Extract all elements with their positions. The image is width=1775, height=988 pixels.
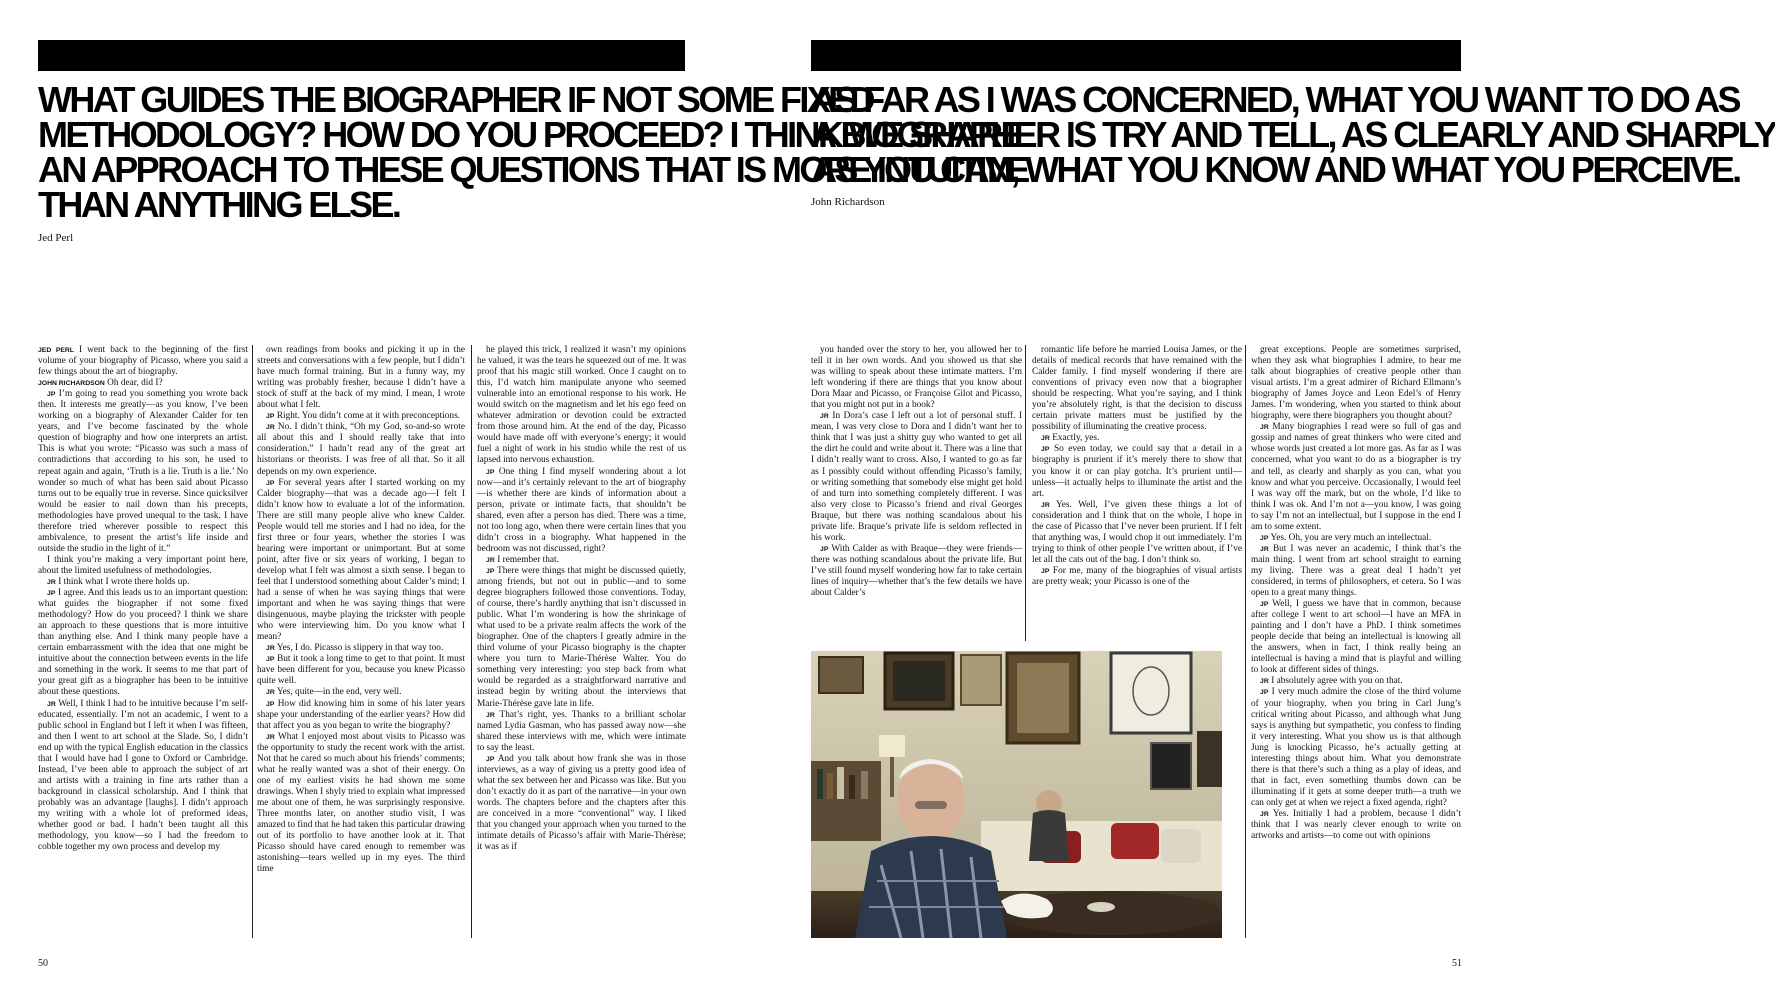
interview-paragraph [1032,566,1242,588]
paragraph-text: With Calder as with Braque—they were friends—there was nothing scandalous about the private life. But I’ve still found myself wondering how far to take certain lines of inquiry—whether that’s the few details we have about Calder’s [811,543,1022,599]
paragraph-text: Many biographies I read were so full of gas and gossip and names of great thinkers who were cited and whose words just created a lot more gas. As far as I was concerned, what you want to do as a biographer is try and tell, as clearly and sharply as you can, what you know and what you perceive. Occasionally, I would feel I was way off the mark, but on the whole, I’d like to think I was ok. And I’m not a—you know, I was going to say I’m not an intellectual, but I suppose in the end I am to some extent. [1251,422,1461,532]
paragraph-text: you handed over the story to her, you allowed her to tell it in her own words. And you showed us that she was willing to speak about these intimate matters. I’m left wondering if there are things that you know about Dora Maar and Picasso, or Françoise Gilot and Picasso, that you might not put in a book? [811,345,1022,411]
paragraph-text: In Dora’s case I left out a lot of personal stuff. I mean, I was very close to Dora and I didn’t want her to think that I was just a shitty guy who wanted to get all the dirt he could and write about it. There was a line that I didn’t really want to cross. Also, I wanted to go as far as I possibly could without offending Picasso’s family, or writing something that somebody else might get hold of and turn into something completely different. I was also very close to Picasso’s friend and rival Georges Braque, but there was nothing scandalous about his private life. Braque’s private life is seldom reflected in his work. [811,411,1022,543]
text-column [1251,345,1461,938]
interview-paragraph [38,588,248,698]
interview-paragraph [1251,544,1461,599]
column-rule [252,345,253,938]
interview-paragraph [1251,345,1461,422]
paragraph-text: Right. You didn’t come at it with preconceptions. [274,411,461,422]
interview-paragraph [38,699,248,854]
column-rule [1245,345,1246,938]
speaker-label: JR [820,413,829,421]
interview-paragraph [257,411,465,422]
interview-paragraph [1251,676,1461,687]
interview-paragraph [257,643,465,654]
speaker-label: JP [1041,567,1050,575]
paragraph-text: Well, I think I had to be intuitive because I’m self-educated, essentially. I’m not an academic, I went to a public school in England but I left it when I was fifteen, and then I went to art school at the Slade. So, I didn’t end up with the typical English education in the classics that I would have had I gone to Oxford or Cambridge. Instead, I’ve been able to approach the subject of art and artists with a training in fine arts rather than a background in classical scholarship. And I think that probably was an advantage [laughs]. I didn’t approach my writing with a whole lot of preformed ideas, whether good or bad. I hadn’t been taught all this methodology, you know—so I had the freedom to cobble together my own process and develop my [38,698,248,853]
paragraph-text: I agree. And this leads us to an important question: what guides the biographer if not some fixed methodology? How do you proceed? I think we share an approach to these questions that is more intuitive than anything else. And I think many people have a certain embarrassment with the idea that one might be intuitive about the connection between events in the life and something in the work. It seems to me that part of your great gift as a biographer has been to be intuitive about these questions. [38,588,248,698]
column-rule [1025,345,1026,641]
speaker-label: JP [47,391,56,399]
speaker-label: JR [47,700,56,708]
speaker-label: JP [486,567,495,575]
paragraph-text: Yes, I do. Picasso is slippery in that way too. [274,643,444,654]
speaker-label: JP [266,656,275,664]
speaker-label: JR [1260,678,1269,686]
text-column [811,345,1022,641]
speaker-label: JP [1041,446,1050,454]
speaker-label: JR [1041,435,1050,443]
pull-quote-line: METHODOLOGY? HOW DO YOU PROCEED? I THINK WE SHARE [38,114,1022,155]
pull-quote-byline: John Richardson [811,196,885,208]
interview-paragraph [811,544,1022,599]
interview-paragraph [257,699,465,732]
paragraph-text: There were things that might be discussed quietly, among friends, but not out in public—and to some degree biographers followed those conventions. Today, of course, there’s hardly anything that isn’t discussed in public. What I’m wondering is how the shrinkage of what used to be a private realm affects the work of the biographer. One of the chapters I greatly admire in the third volume of your Picasso biography is the chapter where you turn to Marie-Thérèse Walter. You do something very interesting: you step back from what would be regarded as a straightforward narrative and instead begin by writing about the interviews that Marie-Thérèse gave late in life. [477,565,686,709]
interview-paragraph [1032,500,1242,566]
speaker-label: JR [486,711,495,719]
paragraph-text: Yes. Oh, you are very much an intellectual. [1268,532,1432,543]
speaker-label: JED PERL [38,347,74,354]
speaker-label: JP [1260,601,1269,609]
speaker-label: JP [47,590,56,598]
pull-quote-byline: Jed Perl [38,232,74,244]
speaker-label: JP [486,468,495,476]
interview-paragraph [1251,422,1461,532]
paragraph-text: Yes, quite—in the end, very well. [274,687,402,698]
paragraph-text: Well, I guess we have that in common, because after college I went to art school—I have an MFA in painting and I don’t have a PhD. I think sometimes people decide that being an intellectual is knowing all the answers, when in fact, I think really being an intellectual is having a mind that is playful and willing to look at different sides of things. [1251,599,1461,676]
speaker-label: JOHN RICHARDSON [38,380,105,388]
paragraph-text: own readings from books and picking it up in the streets and conversations with a few people, but I didn’t have much formal training. But in a funny way, my writing was probably fresher, because I didn’t have a stock of stuff at the back of my mind. I mean, I wrote about what I felt. [257,345,465,411]
speaker-label: JR [47,578,56,586]
text-column [257,345,465,938]
interview-paragraph [1251,599,1461,676]
interview-photo [811,651,1222,938]
interview-paragraph [1251,687,1461,809]
interview-paragraph [257,654,465,687]
interview-paragraph [257,478,465,644]
paragraph-text: I very much admire the close of the third volume of your biography, when you bring in Carl Jung’s critical writing about Picasso, and although what Jung says is anything but sympathetic, you confess to finding it very interesting. What you show us is that although Jung is knocking Picasso, he’s actually getting at interesting things about him. What you demonstrate there is that there’s such a thing as a play of ideas, and that in fact, even something thumbs down can be illuminating if it gets at some deeper truth—a truth we can only get at when we reject a fixed agenda, right? [1251,687,1461,808]
header-bar [811,40,1461,71]
interview-photo-illustration [811,651,1222,938]
pull-quote-line: THAN ANYTHING ELSE. [38,184,400,225]
paragraph-text: But I was never an academic, I think that’s the main thing. I went from art school straight to earning my living. There was a great deal I hadn’t yet considered, in terms of philosophers, et cetera. So I was open to a great many things. [1251,543,1461,599]
interview-paragraph [477,555,686,566]
interview-paragraph [38,389,248,555]
interview-paragraph [38,378,248,389]
speaker-label: JR [266,424,275,432]
interview-paragraph [38,555,248,577]
interview-paragraph [1032,433,1242,444]
interview-paragraph [38,345,248,378]
paragraph-text: One thing I find myself wondering about a lot now—and it’s certainly relevant to the art of biography—is whether there are kinds of information about a person, private or intimate facts, that shouldn’t be shared, even after a person has died. There was a time, not too long ago, when there were certain lines that you didn’t cross in a biography. What happened in the bedroom was not discussed, right? [477,466,686,554]
paragraph-text: great exceptions. People are sometimes surprised, when they ask what biographies I admire, to hear me talk about biographies of creative people other than visual artists. I’m a great admirer of Richard Ellmann’s biography of James Joyce and Leon Edel’s of Henry James. I’m wondering, when you started to think about biography, were there biographers you thought about? [1251,345,1461,422]
interview-paragraph [1032,345,1242,433]
paragraph-text: he played this trick, I realized it wasn’t my opinions he valued, it was the tears he squeezed out of me. It was proof that his magic still worked. Once I caught on to this, I’d watch him manipulate anyone who seemed vulnerable into an emotional response to his work. He would switch on the magnetism and let his ego feed on whatever admiration or devotion could be extracted from those around him. At the end of the day, Picasso would have made off with everyone’s energy; it would fuel a night of work in his studio while the rest of us lapsed into nervous exhaustion. [477,345,686,466]
page-number: 50 [38,958,48,969]
interview-paragraph [477,754,686,853]
paragraph-text: No. I didn’t think, “Oh my God, so-and-so wrote all about this and I should really take that into consideration.” I hadn’t read any of the great art historians or theorists. I was free of all that. So it all depends on my own experience. [257,422,465,477]
interview-paragraph [257,422,465,477]
speaker-label: JP [266,479,275,487]
speaker-label: JR [486,556,495,564]
pull-quote-line: AS YOU CAN, WHAT YOU KNOW AND WHAT YOU PERCEIVE. [811,149,1740,190]
interview-paragraph [811,345,1022,411]
speaker-label: JR [1260,810,1269,818]
interview-paragraph [477,345,686,467]
paragraph-text: I absolutely agree with you on that. [1268,676,1403,687]
pull-quote-line: AN APPROACH TO THESE QUESTIONS THAT IS MORE INTUITIVE [38,149,1028,190]
paragraph-text: Yes. Well, I’ve given these things a lot of consideration and I think that on the whole, I hope in the case of Picasso that I’ve never been prurient. If I felt that anything was, I would chop it out immediately. I’m trying to think of other people I’ve written about, if I’ve let all the cats out of the bag. I don’t think so. [1032,499,1242,565]
paragraph-text: I think what I wrote there holds up. [55,576,190,587]
pull-quote [811,79,1775,190]
column-rule [471,345,472,938]
interview-paragraph [477,467,686,555]
speaker-label: JR [266,733,275,741]
paragraph-text: What I enjoyed most about visits to Picasso was the opportunity to study the recent work with the artist. Not that he cared so much about his friends’ comments; what he really wanted was a shot of their energy. On one of my earliest visits he had shown me some drawings. When I shyly tried to explain what impressed me about one of them, he was surprisingly responsive. Three months later, on another studio visit, I was amazed to find that he had taken this particular drawing out of its portfolio to have another look at it. That Picasso should have cared enough to remember was astonishing—tears welled up in my eyes. The third time [257,731,465,875]
speaker-label: JR [1260,545,1269,553]
interview-paragraph [38,577,248,588]
interview-paragraph [477,710,686,754]
pull-quote-line: A BIOGRAPHER IS TRY AND TELL, AS CLEARLY AND SHARPLY [811,114,1775,155]
paragraph-text: But it took a long time to get to that point. It must have been different for you, because you knew Picasso quite well. [257,654,465,687]
text-column [38,345,248,938]
right-page [749,0,1775,988]
paragraph-text: And you talk about how frank she was in those interviews, as a way of giving us a pretty good idea of what the sex between her and Picasso was like. But you don’t exactly do it as part of the narrative—in your own words. The chapters before and the chapters after this are conceived in a more “conventional” way. I liked that you changed your approach when you turned to the intimate details of Picasso’s affair with Marie-Thérèse; it was as if [477,753,686,853]
interview-paragraph [1251,533,1461,544]
paragraph-text: How did knowing him in some of his later years shape your understanding of the earlier years? How did that affect you as you began to write the biography? [257,698,465,731]
interview-paragraph [1032,444,1242,499]
paragraph-text: romantic life before he married Louisa James, or the details of medical records that have remained with the Calder family. I find myself wondering if there are conventions of privacy even now that a biographer should be respecting. What you’re saying, and I think you’re absolutely right, is that the decision to discuss certain private matters must be justified by the possibility of illuminating the creative process. [1032,345,1242,433]
speaker-label: JP [266,700,275,708]
speaker-label: JR [1260,424,1269,432]
speaker-label: JP [1260,534,1269,542]
interview-paragraph [257,687,465,698]
page-number: 51 [1452,958,1462,969]
interview-paragraph [1251,809,1461,842]
header-bar [38,40,685,71]
text-column [1032,345,1242,641]
pull-quote-line: WHAT GUIDES THE BIOGRAPHER IF NOT SOME FIXED [38,79,873,120]
paragraph-text: I went back to the beginning of the first volume of your biography of Picasso, where you said a few things about the art of biography. [38,345,248,378]
speaker-label: JP [820,545,829,553]
speaker-label: JP [1260,689,1269,697]
paragraph-text: That’s right, yes. Thanks to a brilliant scholar named Lydia Gasman, who has passed away now—she shared these interviews with me, which were intimate to say the least. [477,709,686,753]
speaker-label: JR [266,689,275,697]
paragraph-text: I think you’re making a very important point here, about the limited usefulness of methodologies. [38,554,248,576]
speaker-label: JP [266,413,275,421]
paragraph-text: I remember that. [494,554,559,565]
paragraph-text: Exactly, yes. [1049,433,1100,444]
paragraph-text: For me, many of the biographies of visual artists are pretty weak; your Picasso is one of the [1032,565,1242,587]
pull-quote-line: AS FAR AS I WAS CONCERNED, WHAT YOU WANT TO DO AS [811,79,1739,120]
speaker-label: JR [1041,501,1050,509]
interview-paragraph [477,566,686,710]
paragraph-text: I’m going to read you something you wrote back then. It interests me greatly—as you know, I’ve been working on a biography of Alexander Calder for ten years, and I’ve become fascinated by the whole question of biography and how one interprets an artist. This is what you wrote: “Picasso was such a mass of contradictions that according to his son, he used to repeat again and again, ‘Truth is a lie. Truth is a lie.’ No wonder so much of what has been said about Picasso turns out to be equally true in reverse. Since quicksilver would be easier to nail down than his precepts, methodologies have proved unequal to the task. I have therefore tried wherever possible to respect this ambivalence, to present the artist’s life inside and outside the studio in the light of it.” [38,389,248,554]
text-column [477,345,686,938]
speaker-label: JR [266,645,275,653]
paragraph-text: Yes. Initially I had a problem, because I didn’t think that I was nearly clever enough to write on artworks and artists—to come out with opinions [1251,808,1461,842]
paragraph-text: So even today, we could say that a detail in a biography is prurient if it’s merely there to show that you know it or can play gotcha. It’s prurient until—unless—it actually helps to illuminate the artist and the art. [1032,444,1242,499]
speaker-label: JP [486,755,495,763]
interview-paragraph [257,345,465,411]
interview-paragraph [257,732,465,876]
paragraph-text: For several years after I started working on my Calder biography—that was a decade ago—I felt I didn’t know how to evaluate a lot of the information. There are still many people alive who knew Calder. People would tell me stories and I had no idea, for the first three or four years, whether the stories I was hearing were important or unimportant. But at some point, after five or six years of working, I began to develop what I felt was almost a sixth sense. I began to feel that I understood something about Calder’s mind; I had a sense of when he was saying things that were important and when he was saying things that were disingenuous, maybe playing the trickster with people who were interviewing him. Do you know what I mean? [257,477,465,643]
interview-paragraph [811,411,1022,544]
paragraph-text: Oh dear, did I? [104,378,163,389]
